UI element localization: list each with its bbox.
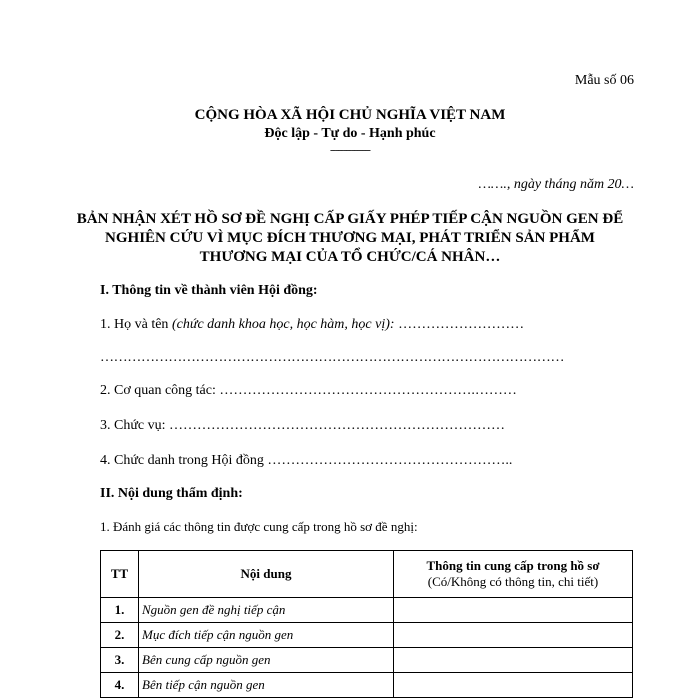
table-row [101,648,633,673]
section-1-heading: I. Thông tin về thành viên Hội đồng: [100,283,318,298]
row-info-cell[interactable] [394,648,633,673]
position-line: 3. Chức vụ: ……………………………………………………………… [100,418,506,433]
table-row [101,598,633,623]
date-line: ……., ngày tháng năm 20… [478,177,634,192]
row-content: Bên cung cấp nguồn gen [139,648,394,673]
row-info-cell[interactable] [394,623,633,648]
row-content: Mục đích tiếp cận nguồn gen [139,623,394,648]
header-tt: TT [101,551,139,598]
section-2-item-1: 1. Đánh giá các thông tin được cung cấp trong hồ sơ đề nghị: [100,519,418,534]
member-name-hint: (chức danh khoa học, học hàm, học vị): [171,317,395,332]
national-title: CỘNG HÒA XÃ HỘI CHỦ NGHĨA VIỆT NAM [194,107,506,123]
evaluation-table [100,550,633,698]
table-header-row [101,551,633,598]
row-info-cell[interactable] [394,598,633,623]
member-name-continuation: ………………………………………………………………………………………… [100,350,565,365]
council-title-line: 4. Chức danh trong Hội đồng …………………………………………….. [100,453,513,468]
row-number: 1. [101,598,139,623]
member-name-line [100,317,524,333]
table-row [101,623,633,648]
member-name-dots: ……………………… [394,317,525,332]
agency-line: 2. Cơ quan công tác: ……………………………………………….……… [100,383,517,398]
row-content: Bên tiếp cận nguồn gen [139,673,394,698]
row-content: Nguồn gen đề nghị tiếp cận [139,598,394,623]
section-2-heading: II. Nội dung thẩm định: [100,486,243,501]
table-row [101,673,633,698]
row-number: 3. [101,648,139,673]
row-number: 2. [101,623,139,648]
row-info-cell[interactable] [394,673,633,698]
national-motto: Độc lập - Tự do - Hạnh phúc [264,126,436,141]
document-title: BẢN NHẬN XÉT HỒ SƠ ĐỀ NGHỊ CẤP GIẤY PHÉP TIẾP CẬN NGUỒN GEN ĐỂ NGHIÊN CỨU VÌ MỤC ĐÍCH THƯƠNG MẠI, PHÁT TRIỂN SẢN PHẨM THƯƠNG MẠI CỦA TỔ CHỨC/CÁ NHÂN… [76,211,624,265]
header-info-sub: (Có/Không có thông tin, chi tiết) [427,574,599,589]
header-info [394,551,633,598]
form-number: Mẫu số 06 [574,73,634,88]
header-info-main: Thông tin cung cấp trong hồ sơ [426,558,600,573]
header-separator: --------------- [330,144,370,156]
row-number: 4. [101,673,139,698]
member-name-label: 1. Họ và tên [100,317,172,332]
header-content: Nội dung [139,551,394,598]
